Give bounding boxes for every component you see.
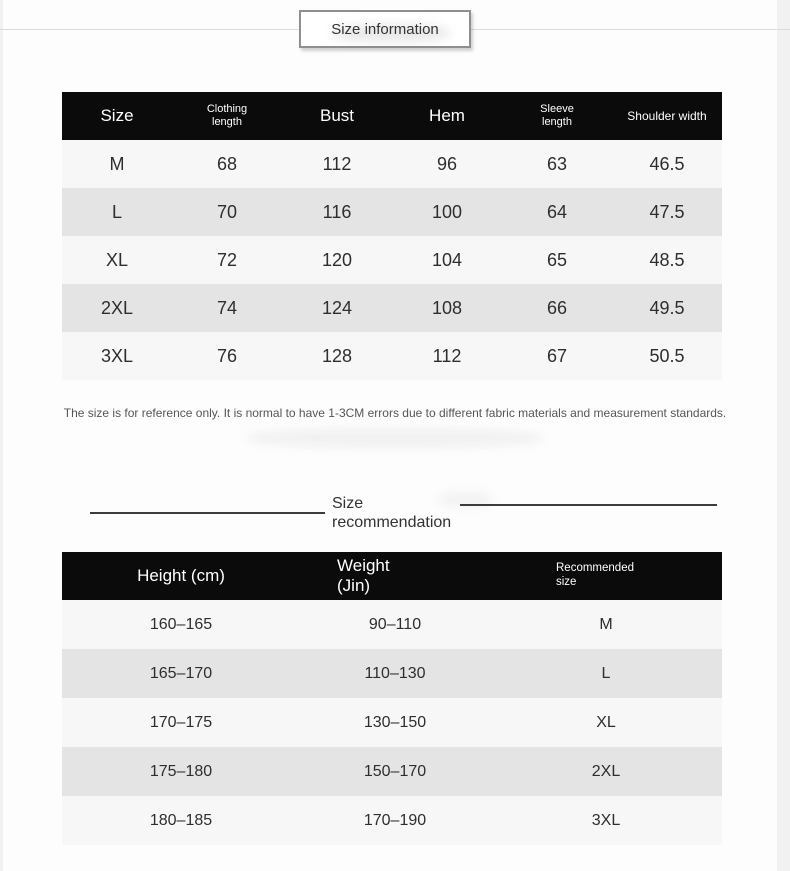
cell-sleeve-length: 67 xyxy=(546,345,568,366)
size-recommendation-title xyxy=(332,494,451,532)
header-shoulder-width xyxy=(612,109,722,123)
header-hem-label: Hem xyxy=(429,106,465,125)
size-recommendation-title-line2: recommendation xyxy=(332,514,452,532)
header-hem xyxy=(392,106,502,126)
cell-shoulder-width: 50.5 xyxy=(649,345,685,366)
recommendation-row xyxy=(62,600,722,649)
cell-shoulder-width: 48.5 xyxy=(649,249,685,270)
header-sleeve-length xyxy=(502,103,612,128)
cell-shoulder-width: 49.5 xyxy=(649,297,685,318)
cell-sleeve-length: 63 xyxy=(546,153,568,174)
cell-height-range: 180–185 xyxy=(149,811,213,829)
size-table-row-l xyxy=(62,188,722,236)
cell-hem: 104 xyxy=(431,249,463,270)
size-table-header-row xyxy=(62,92,722,140)
cell-weight-range: 150–170 xyxy=(363,762,427,780)
size-table-row-m xyxy=(62,140,722,188)
header-weight xyxy=(300,556,490,595)
cell-recommended-size: M xyxy=(599,615,613,633)
size-recommendation-title-line1: Size xyxy=(332,495,364,512)
cell-size: 3XL xyxy=(100,345,134,366)
cell-recommended-size: 3XL xyxy=(591,811,621,829)
left-margin-band xyxy=(0,0,3,871)
size-recommendation-table xyxy=(62,552,722,845)
recommendation-row xyxy=(62,698,722,747)
cell-hem: 100 xyxy=(431,201,463,222)
recommendation-row xyxy=(62,796,722,845)
cell-sleeve-length: 64 xyxy=(546,201,568,222)
recommendation-row xyxy=(62,747,722,796)
header-weight-label: Weight (Jin) xyxy=(337,556,390,595)
cell-recommended-size: 2XL xyxy=(591,762,621,780)
header-sleeve-length-label: Sleeve length xyxy=(540,103,574,128)
cell-height-range: 160–165 xyxy=(149,615,213,633)
cell-size: M xyxy=(109,153,125,174)
header-height xyxy=(62,566,300,586)
cell-height-range: 165–170 xyxy=(149,664,213,682)
header-bust-label: Bust xyxy=(319,106,355,125)
cell-clothing-length: 68 xyxy=(216,153,238,174)
cell-size: 2XL xyxy=(100,297,134,318)
cell-shoulder-width: 47.5 xyxy=(649,201,685,222)
size-information-title: Size information xyxy=(331,20,439,38)
header-shoulder-width-label: Shoulder width xyxy=(627,109,707,123)
cell-sleeve-length: 66 xyxy=(546,297,568,318)
recommendation-header-row xyxy=(62,552,722,600)
cell-clothing-length: 70 xyxy=(216,201,238,222)
header-recommended-size-label: Recommended size xyxy=(556,562,634,588)
right-margin-band xyxy=(777,0,790,871)
cell-weight-range: 170–190 xyxy=(363,811,427,829)
cell-size: L xyxy=(111,201,122,222)
heading-rule-right xyxy=(460,504,717,506)
cell-weight-range: 90–110 xyxy=(368,615,422,633)
cell-weight-range: 110–130 xyxy=(364,664,426,682)
size-table-row-3xl xyxy=(62,332,722,380)
header-clothing-length xyxy=(172,103,282,128)
cell-size: XL xyxy=(105,249,129,270)
cell-bust: 124 xyxy=(321,297,353,318)
cell-height-range: 175–180 xyxy=(149,762,213,780)
size-disclaimer-note: The size is for reference only. It is normal to have 1-3CM errors due to different fabric materials and measurement standards. xyxy=(63,406,727,420)
header-bust xyxy=(282,106,392,126)
size-information-table xyxy=(62,92,722,380)
cell-height-range: 170–175 xyxy=(149,713,213,731)
header-height-label: Height (cm) xyxy=(137,566,225,585)
size-information-title-box xyxy=(299,10,471,48)
cell-recommended-size: XL xyxy=(596,713,616,731)
cell-bust: 120 xyxy=(321,249,353,270)
cell-bust: 128 xyxy=(321,345,353,366)
watermark-smudge xyxy=(245,428,545,448)
cell-shoulder-width: 46.5 xyxy=(649,153,685,174)
heading-rule-left xyxy=(90,512,325,514)
header-size-label: Size xyxy=(100,106,134,125)
cell-weight-range: 130–150 xyxy=(363,713,427,731)
header-size xyxy=(62,106,172,126)
cell-recommended-size: L xyxy=(601,664,611,682)
size-table-row-xl xyxy=(62,236,722,284)
header-clothing-length-label: Clothing length xyxy=(206,103,248,128)
cell-clothing-length: 72 xyxy=(216,249,238,270)
cell-clothing-length: 74 xyxy=(216,297,238,318)
recommendation-row xyxy=(62,649,722,698)
header-recommended-size xyxy=(490,562,722,590)
cell-hem: 108 xyxy=(431,297,463,318)
cell-clothing-length: 76 xyxy=(216,345,238,366)
cell-bust: 116 xyxy=(322,201,352,222)
cell-bust: 112 xyxy=(322,153,352,174)
cell-sleeve-length: 65 xyxy=(546,249,568,270)
cell-hem: 96 xyxy=(436,153,458,174)
cell-hem: 112 xyxy=(432,345,462,366)
size-table-row-2xl xyxy=(62,284,722,332)
